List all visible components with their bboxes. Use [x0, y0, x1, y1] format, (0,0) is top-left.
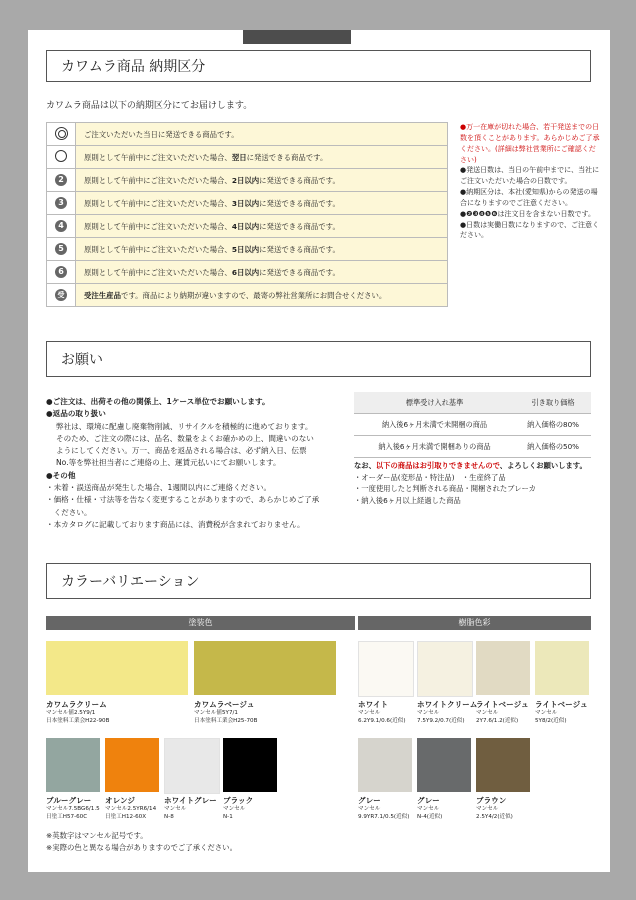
detail-line: マンセル: [164, 806, 187, 812]
detail-line: マンセル2.5YR6/14: [105, 806, 157, 812]
header-cell: 引き取り価格: [515, 392, 591, 414]
swatch-detail: [194, 710, 257, 725]
row-text: に発送できる商品です。: [259, 198, 340, 208]
symbol-cell: [47, 261, 76, 284]
swatch-paint-small-3: [223, 738, 277, 792]
delivery-notes: [460, 122, 600, 241]
swatch-resin-1: [417, 641, 473, 697]
note-text: 納期区分は、本社(愛知県)からの発送の場合になりますのでご注意ください。: [460, 188, 598, 207]
swatch-paint-small-2: [164, 738, 220, 794]
nonreturn-notice: [354, 460, 604, 507]
table-cell: 納入後6ヶ月未満で未開梱の商品: [354, 414, 515, 436]
swatch-name: ブラウン: [476, 796, 507, 805]
number-badges-icon: ❷❸❹❺❻: [466, 209, 498, 218]
buyback-table: [354, 392, 591, 458]
circle-icon: [55, 150, 67, 162]
swatch-resin-0: [358, 641, 414, 697]
row-text: に発送できる商品です。: [246, 152, 328, 162]
request-case-unit: ●ご注文は、出荷その他の関係上、1ケース単位でお願いします。: [46, 397, 270, 406]
description-cell: [76, 215, 448, 238]
nonreturn-lead: [354, 460, 604, 472]
list-item: ・オーダー品(変形品・特注品) ・生産終了品: [354, 472, 506, 482]
table-row: [47, 261, 448, 284]
symbol-cell: [47, 215, 76, 238]
description-cell: [76, 123, 448, 146]
note-shipping-days: ●発送日数は、当日の午前中までに、当社にご注文いただいた場合の日数です。: [460, 166, 600, 186]
swatch-paint-large-0: [46, 641, 188, 695]
detail-line: 日塗工H57-60C: [46, 813, 88, 820]
table-cell: 納入後6ヶ月未満で開梱ありの商品: [354, 436, 515, 458]
swatch-name: ホワイトグレー: [164, 796, 217, 805]
double-circle-icon: [55, 127, 68, 140]
swatch-name: ライトベージュ: [476, 700, 529, 709]
note-origin: ●納期区分は、本社(愛知県)からの発送の場合になりますのでご注意ください。: [460, 188, 598, 207]
note-text: あらかじめご了承ください。(詳細は弊社営業所にご確認ください): [460, 133, 600, 164]
table-row: [47, 169, 448, 192]
detail-line: マンセル: [358, 806, 381, 812]
row-text: 原則として午前中にご注文いただいた場合、: [84, 152, 232, 162]
lead-text-red: 以下の商品はお引取りできませんので: [375, 461, 500, 470]
detail-line: 7.5Y9.2/0.7(近似): [417, 717, 465, 724]
body-line: ・価格・仕様・寸法等を告なく変更することがありますので、あらかじめご了承: [46, 495, 320, 505]
list-item: ・一度使用したと判断される商品・開梱されたブレーカ: [354, 484, 536, 494]
request-returns-heading: ●返品の取り扱い: [46, 409, 106, 419]
body-line: ください。: [46, 507, 92, 517]
detail-line: 日本塗料工業会H25-70B: [194, 717, 258, 724]
detail-line: マンセル: [417, 806, 440, 812]
row-text: 原則として午前中にご注文いただいた場合、: [84, 221, 232, 231]
description-cell: [76, 169, 448, 192]
catalog-page: [28, 30, 610, 872]
description-cell: [76, 261, 448, 284]
symbol-cell: [47, 238, 76, 261]
detail-line: マンセル: [535, 710, 558, 716]
row-text: に発送できる商品です。: [259, 175, 340, 185]
swatch-name: グレー: [358, 796, 381, 805]
body-line: ・未着・誤送商品が発生した場合、1週間以内にご連絡ください。: [46, 483, 272, 493]
category-paint: 塗装色: [46, 616, 355, 630]
lead-text: なお、: [354, 461, 376, 470]
section-title-delivery: カワムラ商品 納期区分: [61, 59, 206, 75]
detail-line: N-8: [164, 813, 174, 820]
number-6-icon: 6: [55, 266, 67, 278]
description-cell: [76, 192, 448, 215]
detail-line: 9.9YR7.1/0.5(近似): [358, 813, 410, 820]
detail-line: マンセル値5Y7/1: [194, 710, 238, 716]
swatch-name: ホワイト: [358, 700, 389, 709]
swatch-name: ブラック: [223, 796, 254, 805]
delivery-table: [46, 122, 448, 307]
note-order-day: ●❷❸❹❺❻は注文日を含まない日数です。: [460, 209, 595, 218]
row-text: 原則として午前中にご注文いただいた場合、: [84, 244, 232, 254]
intro-text: カワムラ商品は以下の納期区分にてお届けします。: [46, 101, 253, 111]
row-text: です。商品により納期が違いますので、最寄の弊社営業所にお問合せください。: [120, 290, 387, 300]
symbol-cell: [47, 123, 76, 146]
symbol-cell: [47, 146, 76, 169]
swatch-name: ブルーグレー: [46, 796, 92, 805]
row-text: 原則として午前中にご注文いただいた場合、: [84, 267, 232, 277]
body-line: そのため、ご注文の際には、品名、数量をよくお確かめの上、間違いのない: [56, 433, 314, 443]
row-bold-text: 6日以内: [231, 267, 260, 277]
section-title-colors: カラーバリエーション: [61, 574, 200, 590]
detail-line: マンセル: [223, 806, 246, 812]
detail-line: N-1: [223, 813, 233, 820]
request-list: [46, 396, 346, 531]
section-title-request: お願い: [61, 352, 103, 368]
swatch-name: グレー: [417, 796, 440, 805]
detail-line: マンセル: [358, 710, 381, 716]
page-tab-marker: [243, 30, 351, 44]
section-header-request: [46, 341, 591, 377]
swatch-detail: [46, 806, 100, 821]
lead-text: 、よろしくお願いします。: [499, 461, 587, 470]
category-resin: 樹脂色彩: [358, 616, 591, 630]
table-row: [47, 146, 448, 169]
table-cell: 納入価格の80%: [515, 414, 591, 436]
row-bold-text: 3日以内: [231, 198, 260, 208]
number-4-icon: 4: [55, 220, 67, 232]
swatch-resin-2: [476, 641, 530, 695]
swatch-detail: [476, 806, 513, 821]
swatch-resin-5: [417, 738, 471, 792]
request-returns-body: [46, 421, 346, 470]
swatch-name: ライトベージュ: [535, 700, 588, 709]
table-row: [47, 238, 448, 261]
symbol-cell: [47, 192, 76, 215]
swatch-detail: [46, 710, 109, 725]
request-other-body: [46, 482, 346, 531]
body-line: 弊社は、環境に配慮し廃棄物削減、リサイクルを積極的に進めております。: [56, 421, 313, 431]
detail-line: マンセル値2.5Y9/1: [46, 710, 96, 716]
detail-line: マンセル: [476, 806, 499, 812]
row-text: に発送できる商品です。: [259, 244, 340, 254]
swatch-name: オレンジ: [105, 796, 135, 805]
footnotes: [46, 830, 237, 854]
swatch-detail: [223, 806, 245, 821]
number-5-icon: 5: [55, 243, 67, 255]
swatch-resin-3: [535, 641, 589, 695]
swatch-name: カワムラベージュ: [194, 700, 255, 709]
body-line: ようにしてください。万一、商品を返品される場合は、必ず納入日、伝票: [56, 446, 307, 456]
table-cell: 納入価格の50%: [515, 436, 591, 458]
table-row: [47, 215, 448, 238]
table-header-row: [354, 392, 591, 414]
swatch-detail: [476, 710, 518, 725]
swatch-paint-large-1: [194, 641, 336, 695]
detail-line: 日本塗料工業会H22-90B: [46, 717, 110, 724]
body-line: No.等を弊社担当者にご連絡の上、運賃元払いにてお願いします。: [56, 458, 281, 468]
description-cell: [76, 284, 448, 307]
request-other-heading: ●その他: [46, 470, 76, 480]
row-bold-text: 4日以内: [231, 221, 260, 231]
header-cell: 標準受け入れ基準: [354, 392, 515, 414]
row-text: 原則として午前中にご注文いただいた場合、: [84, 175, 232, 185]
detail-line: 5Y8/2(近似): [535, 717, 567, 724]
swatch-detail: [417, 710, 465, 725]
row-text: 原則として午前中にご注文いただいた場合、: [84, 198, 232, 208]
swatch-paint-small-0: [46, 738, 100, 792]
detail-line: N-4(近似): [417, 813, 443, 820]
detail-line: マンセル: [417, 710, 440, 716]
swatch-name: カワムラクリーム: [46, 700, 107, 709]
list-item: ・納入後6ヶ月以上経過した商品: [354, 496, 461, 506]
detail-line: マンセル: [476, 710, 499, 716]
row-text: ご注文いただいた当日に発送できる商品です。: [84, 129, 239, 139]
made-to-order-icon: 受: [55, 289, 67, 301]
table-row: [47, 192, 448, 215]
swatch-paint-small-1: [105, 738, 159, 792]
note-business-days: ●日数は実働日数になりますので、ご注意ください。: [460, 220, 599, 240]
swatch-detail: [358, 710, 406, 725]
description-cell: [76, 146, 448, 169]
note-text: 万一在庫が切れた場合、若干発送までの日数を頂くことがあります。: [460, 123, 600, 142]
row-bold-text: 受注生産品: [84, 290, 121, 300]
note-text: は注文日を含まない日数です。: [497, 209, 595, 218]
row-text: に発送できる商品です。: [259, 221, 340, 231]
note-text: 日数は実働日数になりますので、ご注意ください。: [460, 220, 599, 240]
description-cell: [76, 238, 448, 261]
detail-line: 2.5Y4/2(近似): [476, 813, 513, 820]
swatch-detail: [358, 806, 409, 821]
swatch-resin-4: [358, 738, 412, 792]
detail-line: 2Y7.6/1.2(近似): [476, 717, 519, 724]
symbol-cell: [47, 169, 76, 192]
note-stock: ●万一在庫が切れた場合、若干発送までの日数を頂くことがあります。あらかじめご了承ください。(詳細は弊社営業所にご確認ください): [460, 123, 600, 164]
symbol-cell: [47, 284, 76, 307]
detail-line: 日塗工H12-60X: [105, 813, 147, 820]
number-2-icon: 2: [55, 174, 67, 186]
swatch-name: ホワイトクリーム: [417, 700, 478, 709]
detail-line: 6.2Y9.1/0.6(近似): [358, 717, 406, 724]
detail-line: マンセル7.5BG6/1.5: [46, 806, 100, 812]
table-row: [354, 436, 591, 458]
swatch-detail: [105, 806, 156, 821]
note-text: 発送日数は、当日の午前中までに、当社にご注文いただいた場合の日数です。: [460, 166, 600, 186]
footnote: ※実際の色と異なる場合がありますのでご了承ください。: [46, 843, 237, 853]
swatch-detail: [164, 806, 186, 821]
section-header-delivery: [46, 50, 591, 82]
footnote: ※英数字はマンセル記号です。: [46, 831, 148, 840]
swatch-resin-6: [476, 738, 530, 792]
body-line: ・本カタログに記載しております商品には、消費税が含まれておりません。: [46, 519, 305, 529]
row-text: に発送できる商品です。: [259, 267, 340, 277]
row-bold-text: 2日以内: [231, 175, 260, 185]
row-bold-text: 5日以内: [231, 244, 260, 254]
section-header-colors: [46, 563, 591, 599]
table-row: [47, 123, 448, 146]
number-3-icon: 3: [55, 197, 67, 209]
swatch-detail: [417, 806, 442, 821]
table-row: [354, 414, 591, 436]
swatch-detail: [535, 710, 567, 725]
row-bold-text: 翌日: [231, 152, 247, 162]
table-row: [47, 284, 448, 307]
